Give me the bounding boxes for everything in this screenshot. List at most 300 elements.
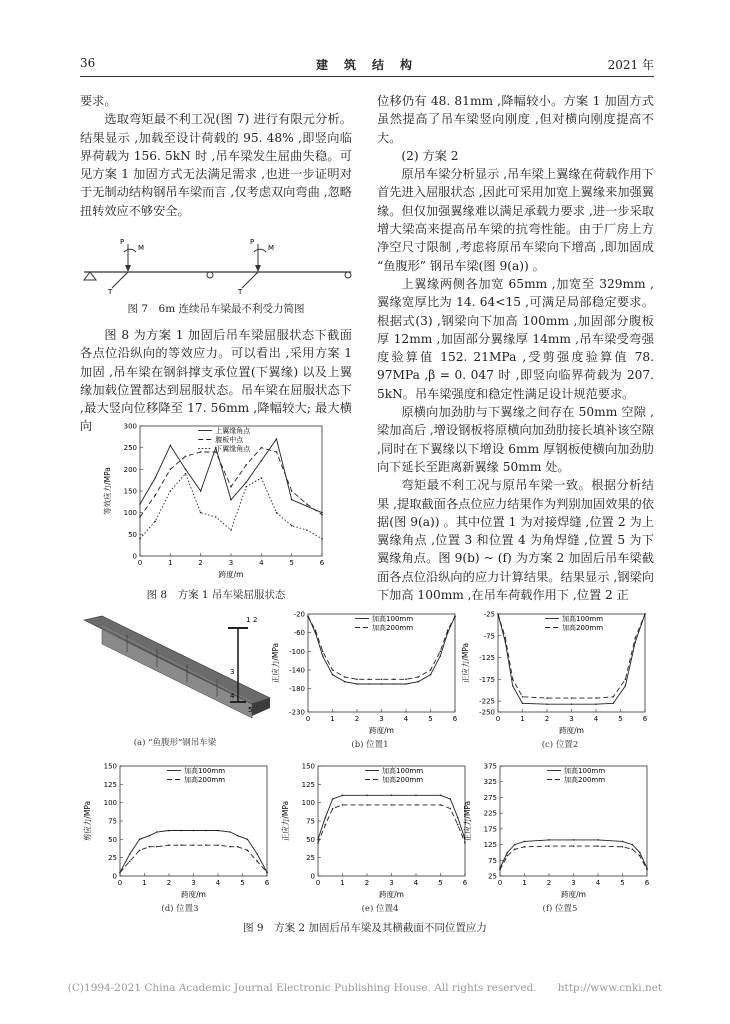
data-point [344, 676, 346, 678]
x-tick-label: 5 [428, 715, 433, 723]
data-point [457, 817, 459, 819]
data-point [625, 679, 627, 681]
data-point [139, 850, 141, 852]
y-tick-label: 150 [301, 762, 315, 771]
series-line [140, 448, 322, 517]
x-tick-label: 2 [166, 879, 172, 887]
legend-label: 加高100mm [184, 767, 226, 775]
data-point [356, 683, 358, 685]
x-tick-label: 3 [569, 715, 574, 723]
data-point [417, 681, 419, 683]
y-tick-label: 375 [483, 762, 497, 771]
data-point [440, 795, 442, 797]
paragraph: 位移仍有 48. 81mm ,降幅较小。方案 1 加固方式虽然提高了吊车梁竖向刚度 ,但对横向刚度提高不大。 [377, 94, 654, 145]
y-tick-label: -60 [293, 629, 305, 638]
data-point [185, 456, 187, 458]
x-tick-label: 1 [340, 879, 345, 887]
data-point [524, 846, 526, 848]
data-point [573, 839, 575, 841]
y-tick-label: -250 [479, 708, 495, 717]
data-point [524, 841, 526, 843]
y-axis-title: 剪应力/MPa [83, 800, 92, 842]
fig9e-caption: (e) 位置4 [361, 904, 399, 914]
data-point [507, 855, 509, 857]
x-tick-label: 3 [228, 559, 234, 567]
x-tick-label: 6 [264, 879, 270, 887]
data-point [205, 830, 207, 832]
data-point [261, 447, 263, 449]
section-heading: (2) 方案 2 [401, 148, 459, 163]
y-tick-label: 125 [301, 780, 315, 789]
x-tick-label: 2 [546, 879, 552, 887]
x-tick-label: 6 [462, 879, 468, 887]
section-label: 2 [253, 616, 258, 624]
section-label: 3 [230, 668, 235, 676]
data-point [245, 464, 247, 466]
x-tick-label: 6 [642, 715, 648, 723]
legend-label: 加高100mm [564, 767, 606, 775]
series-line [500, 846, 647, 870]
data-point [168, 830, 170, 832]
journal-year: 2021 年 [607, 58, 654, 72]
header-rule [80, 76, 654, 77]
fig9d-caption: (d) 位置3 [161, 904, 199, 914]
y-tick-label: 275 [483, 793, 497, 802]
data-point [571, 703, 573, 705]
data-point [512, 679, 514, 681]
left-column-top [80, 92, 352, 220]
y-tick-label: -225 [479, 697, 495, 706]
data-point [247, 850, 249, 852]
paragraph: 图 8 为方案 1 加固后吊车梁屈服状态下截面各点位沿纵向的等效应力。可以看出 ,采用方案 1 加固 ,吊车梁在钢斜撑支承位置(下翼缘) 以及上翼缘加载位置都达到屈服状态。吊车梁在屈服状态下 ,最大竖向位移降至 17. 56mm ,降幅较大; 最大横向 [80, 328, 352, 434]
data-point [230, 499, 232, 501]
fig9c-caption: (c) 位置2 [541, 740, 579, 750]
y-tick-label: -75 [483, 632, 495, 641]
data-point [193, 844, 195, 846]
data-point [625, 685, 627, 687]
y-tick-label: 50 [108, 835, 117, 844]
fig9f-caption: (f) 位置5 [542, 904, 578, 914]
legend-label: 下翼缘角点 [215, 445, 251, 453]
y-tick-label: 100 [123, 509, 137, 518]
x-tick-label: 3 [571, 879, 576, 887]
y-tick-label: 125 [103, 780, 117, 789]
data-point [154, 495, 156, 497]
x-tick-label: 4 [403, 715, 409, 723]
data-point [368, 683, 370, 685]
x-tick-label: 3 [389, 879, 394, 887]
x-axis-title: 跨度/m [559, 726, 584, 735]
y-tick-label: -140 [289, 666, 305, 675]
paragraph: 选取弯矩最不利工况(图 7) 进行有限元分析。结果显示 ,加载至设计荷载的 95. 48% ,即竖向临界荷载为 156. 5kN 时 ,吊车梁发生屈曲失稳。可见方案 1 加固方式无法满足需求 ,也进一步证明对于无制动结构钢吊车梁而言 ,仅考虑双向弯曲 ,忽略扭转效应不够安全。 [80, 112, 352, 218]
paragraph: 上翼缘两侧各加宽 65mm ,加宽至 329mm ,翼缘宽厚比为 14. 64<15 ,可满足局部稳定要求。根据式(3) ,钢梁向下加高 100mm ,加固部分腹板厚 12mm ,加固部分翼缘厚 14mm ,吊车梁受弯强度验算值 152. 21MPa ,受剪强度验算值 78. 97MPa ,β = 0. 047 时 ,即竖向临界荷载为 207. 5kN。吊车梁强度和稳定性满足设计规范要求。 [377, 276, 654, 401]
data-point [514, 848, 516, 850]
data-point [261, 460, 263, 462]
data-point [139, 503, 141, 505]
data-point [317, 839, 319, 841]
data-point [149, 835, 151, 837]
legend-label: 加高100mm [562, 615, 604, 623]
data-point [522, 696, 524, 698]
legend-label: 加高200mm [382, 776, 424, 784]
y-tick-label: -125 [479, 654, 495, 663]
y-tick-label: 250 [123, 444, 137, 453]
data-point [639, 852, 641, 854]
x-tick-label: 2 [198, 559, 203, 567]
data-point [291, 490, 293, 492]
data-point [149, 846, 151, 848]
series-line [120, 845, 267, 872]
data-point [522, 702, 524, 704]
fig9a-caption: (a) “鱼腹形”钢吊车梁 [133, 738, 217, 748]
legend-label: 上翼缘角点 [215, 427, 251, 435]
x-tick-label: 0 [495, 715, 501, 723]
x-axis-title: 跨度/m [379, 890, 404, 899]
fig7-label-t: T [108, 288, 113, 296]
y-tick-label: 100 [103, 799, 117, 808]
x-tick-label: 1 [522, 879, 527, 887]
data-point [548, 845, 550, 847]
page-number: 36 [80, 56, 96, 70]
y-tick-label: 75 [488, 856, 497, 865]
data-point [634, 642, 636, 644]
y-tick-label: 25 [306, 854, 315, 863]
y-tick-label: 200 [123, 465, 137, 474]
data-point [321, 512, 323, 514]
data-point [256, 861, 258, 863]
section-label: 4 [230, 692, 235, 700]
x-tick-label: 6 [644, 879, 650, 887]
x-tick-label: 2 [544, 715, 550, 723]
fig9b-caption: (b) 位置1 [351, 740, 389, 750]
data-point [306, 529, 308, 531]
fig7-caption: 图 7 6m 连续吊车梁最不利受力简图 [127, 303, 305, 315]
fig7-diagram [80, 236, 355, 296]
data-point [306, 503, 308, 505]
x-tick-label: 0 [137, 559, 143, 567]
data-point [276, 451, 278, 453]
y-tick-label: 50 [128, 530, 137, 539]
data-point [546, 697, 548, 699]
data-point [632, 844, 634, 846]
data-point [546, 703, 548, 705]
x-tick-label: 5 [620, 879, 625, 887]
data-point [247, 839, 249, 841]
data-point [342, 804, 344, 806]
data-point [366, 795, 368, 797]
fig9f-chart [460, 758, 655, 900]
data-point [230, 529, 232, 531]
x-tick-label: 0 [117, 879, 123, 887]
x-axis-title: 跨度/m [181, 890, 206, 899]
legend-label: 加高200mm [564, 776, 606, 784]
y-tick-label: -230 [289, 708, 305, 717]
y-tick-label: 75 [306, 817, 315, 826]
fig9e-chart [278, 758, 473, 900]
x-axis-title: 跨度/m [218, 570, 244, 579]
right-column [377, 92, 654, 604]
data-point [245, 482, 247, 484]
data-point [139, 516, 141, 518]
x-tick-label: 6 [319, 559, 325, 567]
data-point [505, 637, 507, 639]
data-point [571, 697, 573, 699]
fig9c-chart [458, 606, 653, 736]
data-point [180, 844, 182, 846]
data-point [237, 835, 239, 837]
data-point [180, 830, 182, 832]
data-point [217, 844, 219, 846]
data-point [612, 702, 614, 704]
data-point [193, 830, 195, 832]
data-point [366, 804, 368, 806]
data-point [185, 473, 187, 475]
data-point [185, 469, 187, 471]
x-axis-title: 跨度/m [369, 726, 394, 735]
y-tick-label: 50 [306, 835, 315, 844]
fig7-label-t: T [238, 288, 243, 296]
data-point [450, 798, 452, 800]
x-tick-label: 0 [315, 879, 321, 887]
y-axis-title: 等效应力/MPa [103, 467, 112, 515]
y-axis-title: 正应力/MPa [463, 800, 472, 842]
data-point [597, 839, 599, 841]
data-point [200, 451, 202, 453]
y-tick-label: 150 [103, 762, 117, 771]
fig7-label-m: M [138, 244, 145, 252]
data-point [405, 679, 407, 681]
legend-label: 加高100mm [382, 767, 424, 775]
data-point [639, 855, 641, 857]
y-tick-label: 0 [132, 552, 137, 561]
data-point [205, 844, 207, 846]
data-point [276, 512, 278, 514]
data-point [156, 846, 158, 848]
data-point [595, 703, 597, 705]
y-tick-label: 300 [123, 422, 137, 431]
fig9-caption: 图 9 方案 2 加固后吊车梁及其横截面不同位置应力 [243, 922, 487, 934]
y-tick-label: -25 [483, 610, 495, 619]
legend-label: 腹板中点 [215, 436, 244, 444]
data-point [315, 630, 317, 632]
x-tick-label: 4 [595, 879, 601, 887]
data-point [266, 872, 268, 874]
data-point [368, 679, 370, 681]
series-line [120, 831, 267, 873]
data-point [139, 538, 141, 540]
data-point [168, 844, 170, 846]
data-point [430, 669, 432, 671]
data-point [612, 696, 614, 698]
data-point [325, 824, 327, 826]
data-point [332, 798, 334, 800]
legend-label: 加高200mm [562, 624, 604, 632]
data-point [393, 683, 395, 685]
y-axis-title: 正应力/MPa [271, 642, 280, 684]
data-point [622, 846, 624, 848]
data-point [215, 516, 217, 518]
data-point [322, 651, 324, 653]
y-tick-label: -20 [293, 610, 305, 619]
y-tick-label: -175 [479, 675, 495, 684]
x-tick-label: 0 [497, 879, 503, 887]
data-point [457, 824, 459, 826]
data-point [261, 477, 263, 479]
y-tick-label: -180 [289, 685, 305, 694]
data-point [119, 872, 121, 874]
fig9a-cross-section [222, 614, 262, 714]
x-tick-label: 5 [240, 879, 245, 887]
data-point [447, 630, 449, 632]
y-tick-label: 100 [301, 799, 315, 808]
data-point [430, 674, 432, 676]
paragraph: 弯矩最不利工况与原吊车梁一致。根据分析结果 ,提取截面各点位应力结果作为判别加固效果的依据(图 9(a)) 。其中位置 1 为对接焊缝 ,位置 2 为上翼缘角点 ,位置 3 和位置 4 为角焊缝 ,位置 5 为下翼缘角点。图 9(b) ~ (f) 为方案 2 加固后吊车梁截面各点位沿纵向的应力计算结果。结果显示 ,钢梁向下加高 100mm ,在吊车荷载作用下 ,位置 2 正 [377, 478, 654, 603]
data-point [321, 538, 323, 540]
data-point [291, 525, 293, 527]
x-tick-label: 3 [191, 879, 196, 887]
legend-label: 加高200mm [184, 776, 226, 784]
data-point [634, 637, 636, 639]
data-point [454, 616, 456, 618]
y-tick-label: 0 [112, 872, 117, 881]
journal-name: 建 筑 结 构 [315, 58, 414, 72]
data-point [325, 817, 327, 819]
x-tick-label: 4 [215, 879, 221, 887]
fig8-chart [100, 418, 330, 580]
data-point [332, 669, 334, 671]
series-line [318, 805, 465, 843]
y-axis-title: 正应力/MPa [281, 800, 290, 842]
fig9d-chart [80, 758, 275, 900]
section-label: 1 [246, 616, 251, 624]
data-point [632, 848, 634, 850]
x-tick-label: 6 [452, 715, 458, 723]
data-point [217, 830, 219, 832]
data-point [548, 839, 550, 841]
paragraph: 原横向加劲肋与下翼缘之间存在 50mm 空隙 ,梁加高后 ,增设钢板将原横向加劲肋接长填补该空隙 ,同时在下翼缘以下增设 6mm 厚钢板使横向加劲肋向下延长至距离新翼缘 50mm 处。 [377, 405, 654, 474]
data-point [595, 697, 597, 699]
data-point [440, 651, 442, 653]
data-point [256, 853, 258, 855]
x-tick-label: 4 [259, 559, 264, 567]
data-point [200, 490, 202, 492]
data-point [391, 795, 393, 797]
data-point [344, 681, 346, 683]
data-point [230, 486, 232, 488]
x-tick-label: 4 [413, 879, 419, 887]
y-tick-label: 125 [483, 841, 497, 850]
x-tick-label: 1 [330, 715, 335, 723]
data-point [499, 869, 501, 871]
series-line [140, 474, 322, 539]
x-tick-label: 4 [593, 715, 599, 723]
x-tick-label: 5 [438, 879, 443, 887]
x-tick-label: 1 [142, 879, 147, 887]
data-point [154, 477, 156, 479]
x-tick-label: 2 [364, 879, 370, 887]
data-point [129, 861, 131, 863]
data-point [497, 613, 499, 615]
data-point [237, 846, 239, 848]
y-tick-label: 325 [483, 778, 497, 787]
data-point [381, 683, 383, 685]
data-point [417, 676, 419, 678]
data-point [200, 512, 202, 514]
data-point [321, 514, 323, 516]
data-point [307, 616, 309, 618]
data-point [415, 795, 417, 797]
data-point [170, 490, 172, 492]
data-point [291, 499, 293, 501]
data-point [514, 844, 516, 846]
y-tick-label: 75 [108, 817, 117, 826]
data-point [317, 842, 319, 844]
y-tick-label: -100 [289, 647, 305, 656]
data-point [512, 685, 514, 687]
section-label: 5 [248, 706, 253, 714]
y-tick-label: 225 [483, 809, 497, 818]
data-point [646, 869, 648, 871]
data-point [405, 683, 407, 685]
x-tick-label: 0 [305, 715, 311, 723]
data-point [170, 445, 172, 447]
x-tick-label: 1 [168, 559, 173, 567]
data-point [573, 845, 575, 847]
data-point [322, 655, 324, 657]
y-tick-label: 150 [123, 487, 137, 496]
y-axis-title: 正应力/MPa [461, 642, 470, 684]
legend-label: 加高100mm [372, 615, 414, 623]
x-tick-label: 5 [618, 715, 623, 723]
x-axis-title: 跨度/m [561, 890, 586, 899]
data-point [332, 808, 334, 810]
fig8-caption: 图 8 方案 1 吊车梁屈服状态 [146, 589, 286, 601]
data-point [139, 839, 141, 841]
data-point [306, 505, 308, 507]
paragraph: 原吊车梁分析显示 ,吊车梁上翼缘在荷载作用下首先进入屈服状态 ,因此可采用加宽上翼缘来加强翼缘。但仅加强翼缘难以满足承载力要求 ,进一步采取增大梁高来提高吊车梁的抗弯性能。由于厂房上方净空尺寸限制 ,考虑将原吊车梁向下增高 ,即加固成 “鱼腹形” 钢吊车梁(图 9(a)) 。 [377, 167, 654, 273]
data-point [342, 795, 344, 797]
data-point [245, 486, 247, 488]
copyright-footer: (C)1994-2021 China Academic Journal Electronic Publishing House. All rights reserved. http://www.cnki.net [67, 982, 663, 994]
x-tick-label: 3 [379, 715, 384, 723]
data-point [415, 804, 417, 806]
x-tick-label: 5 [289, 559, 294, 567]
data-point [129, 853, 131, 855]
data-point [332, 674, 334, 676]
data-point [154, 521, 156, 523]
data-point [229, 846, 231, 848]
fig9b-chart [268, 606, 463, 736]
y-tick-label: 25 [108, 854, 117, 863]
data-point [156, 831, 158, 833]
x-tick-label: 2 [354, 715, 360, 723]
data-point [276, 438, 278, 440]
legend-label: 加高200mm [372, 624, 414, 632]
data-point [393, 679, 395, 681]
data-point [644, 613, 646, 615]
data-point [622, 841, 624, 843]
data-point [391, 804, 393, 806]
data-point [507, 852, 509, 854]
data-point [170, 469, 172, 471]
y-tick-label: 175 [483, 825, 497, 834]
fig7-label-p: P [120, 238, 125, 246]
data-point [450, 808, 452, 810]
series-line [318, 795, 465, 839]
data-point [440, 655, 442, 657]
fig7-label-p: P [250, 238, 255, 246]
series-line [500, 840, 647, 868]
